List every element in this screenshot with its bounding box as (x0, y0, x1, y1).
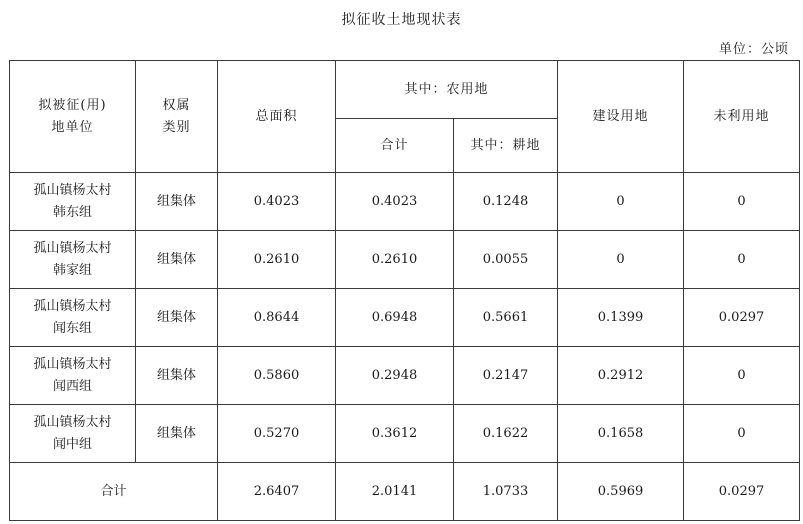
cell-unit-line2: 闻东组 (52, 320, 92, 336)
header-type-line1: 权属 (162, 97, 191, 113)
cell-cultivated: 0.1248 (454, 173, 558, 231)
cell-farm-total: 0.3612 (336, 405, 454, 463)
cell-construction: 0.2912 (558, 347, 684, 405)
cell-unit (10, 405, 136, 463)
header-ownership-type (136, 61, 218, 173)
cell-unit-line1: 孤山镇杨太村 (33, 414, 112, 430)
table-row (10, 405, 800, 463)
totals-row (10, 463, 800, 521)
cell-unit (10, 347, 136, 405)
document-title: 拟征收土地现状表 (341, 12, 462, 28)
cell-type: 组集体 (136, 289, 218, 347)
header-owner-unit (10, 61, 136, 173)
cell-type: 组集体 (136, 405, 218, 463)
cell-unused: 0 (684, 347, 800, 405)
cell-unit-line2: 韩东组 (52, 204, 92, 220)
totals-unused: 0.0297 (684, 463, 800, 521)
header-total-area: 总面积 (218, 61, 336, 173)
totals-cultivated: 1.0733 (454, 463, 558, 521)
cell-unit-line2: 闻西组 (52, 378, 92, 394)
land-status-table (9, 60, 800, 521)
totals-total: 2.6407 (218, 463, 336, 521)
totals-label: 合计 (10, 463, 218, 521)
header-unused-land: 未利用地 (684, 61, 800, 173)
cell-construction: 0.1658 (558, 405, 684, 463)
cell-farm-total: 0.4023 (336, 173, 454, 231)
cell-unused: 0 (684, 173, 800, 231)
cell-type: 组集体 (136, 231, 218, 289)
cell-unit-line1: 孤山镇杨太村 (33, 240, 112, 256)
cell-type: 组集体 (136, 347, 218, 405)
header-farmland-group: 其中：农用地 (336, 61, 558, 119)
cell-cultivated: 0.0055 (454, 231, 558, 289)
header-construction-land: 建设用地 (558, 61, 684, 173)
cell-unit (10, 289, 136, 347)
cell-construction: 0 (558, 231, 684, 289)
header-owner-line2: 地单位 (51, 119, 94, 135)
cell-farm-total: 0.6948 (336, 289, 454, 347)
header-type-line2: 类别 (162, 119, 191, 135)
cell-total: 0.2610 (218, 231, 336, 289)
totals-farm-total: 2.0141 (336, 463, 454, 521)
cell-farm-total: 0.2610 (336, 231, 454, 289)
cell-type: 组集体 (136, 173, 218, 231)
header-row-1 (10, 61, 800, 119)
cell-unused: 0 (684, 231, 800, 289)
cell-total: 0.5860 (218, 347, 336, 405)
cell-unused: 0.0297 (684, 289, 800, 347)
cell-unit-line1: 孤山镇杨太村 (33, 182, 112, 198)
table-row (10, 347, 800, 405)
cell-unit-line1: 孤山镇杨太村 (33, 356, 112, 372)
cell-farm-total: 0.2948 (336, 347, 454, 405)
cell-total: 0.5270 (218, 405, 336, 463)
cell-construction: 0 (558, 173, 684, 231)
cell-cultivated: 0.2147 (454, 347, 558, 405)
table-row (10, 231, 800, 289)
unit-label: 单位：公顷 (718, 42, 789, 57)
cell-cultivated: 0.1622 (454, 405, 558, 463)
totals-construction: 0.5969 (558, 463, 684, 521)
cell-total: 0.8644 (218, 289, 336, 347)
cell-cultivated: 0.5661 (454, 289, 558, 347)
cell-unused: 0 (684, 405, 800, 463)
header-farmland-total: 合计 (336, 119, 454, 173)
cell-unit (10, 231, 136, 289)
cell-unit-line2: 闻中组 (52, 436, 92, 452)
cell-construction: 0.1399 (558, 289, 684, 347)
table-row (10, 173, 800, 231)
table-body (10, 61, 800, 521)
header-owner-line1: 拟被征(用) (38, 97, 107, 113)
header-cultivated-land: 其中：耕地 (454, 119, 558, 173)
cell-unit-line1: 孤山镇杨太村 (33, 298, 112, 314)
table-row (10, 289, 800, 347)
cell-unit (10, 173, 136, 231)
cell-total: 0.4023 (218, 173, 336, 231)
cell-unit-line2: 韩家组 (52, 262, 92, 278)
